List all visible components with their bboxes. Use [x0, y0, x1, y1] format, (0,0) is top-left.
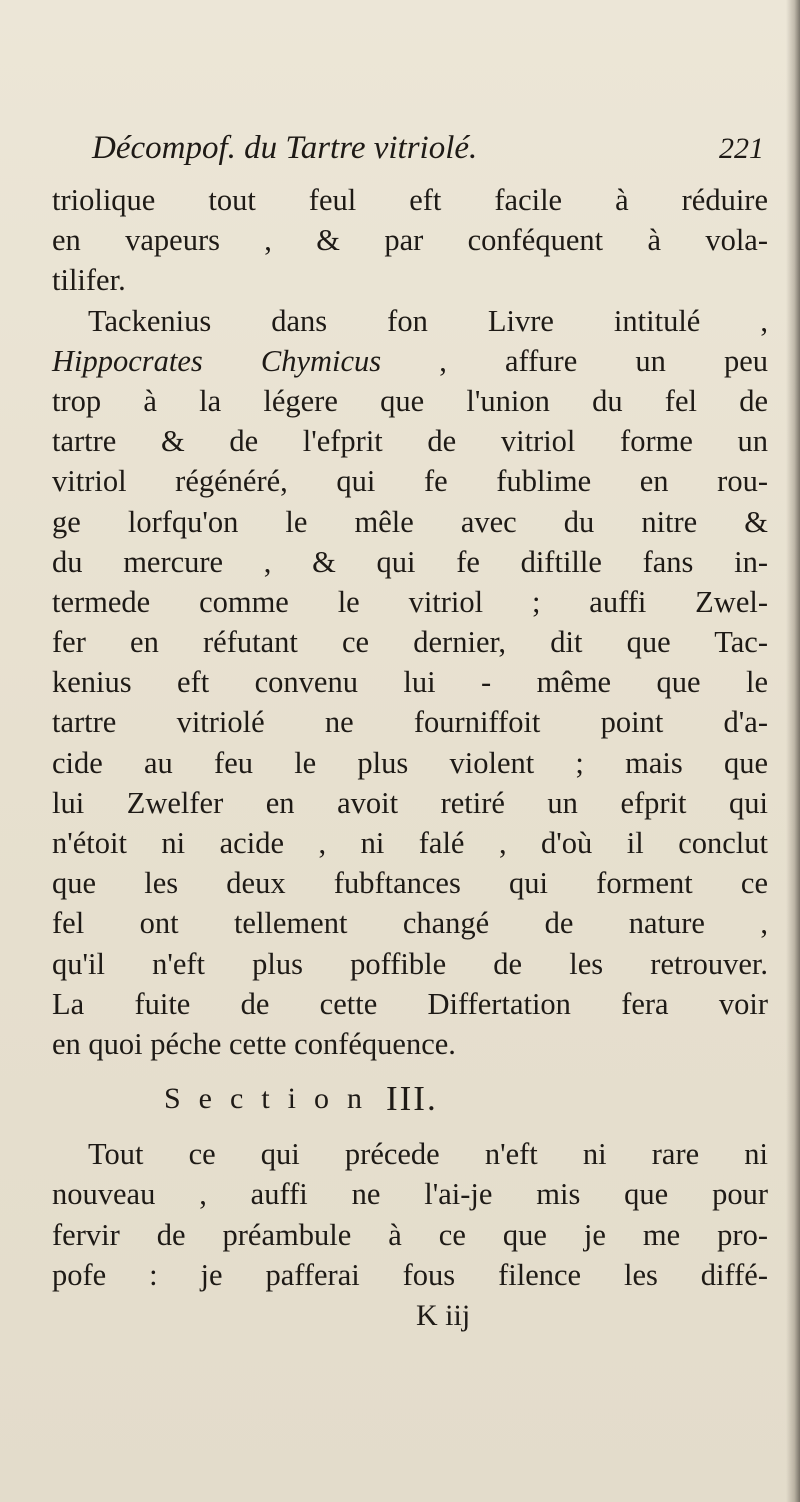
section-word: Section [164, 1082, 380, 1116]
signature-mark: K iij [416, 1298, 471, 1332]
text-line: tilifer. [52, 263, 126, 298]
text-line: qu'il n'eft plus poffible de les retrouver. [52, 946, 768, 981]
text-line: vitriol régénéré, qui fe fublime en rou- [52, 464, 768, 499]
text-line: que les deux fubftances qui forment ce [52, 866, 768, 901]
text-line: fel ont tellement changé de nature , [52, 906, 768, 941]
body-text [52, 180, 768, 1337]
text-line: fervir de préambule à ce que je me pro- [52, 1217, 768, 1252]
text-line: pofe : je pafferai fous filence les diffé- [52, 1257, 768, 1292]
section-number: III. [386, 1079, 438, 1119]
running-title: Décompof. du Tartre vitriolé. [92, 130, 478, 166]
text-line: La fuite de cette Differtation fera voir [52, 986, 768, 1021]
text-line: termede comme le vitriol ; auffi Zwel- [52, 584, 768, 619]
text-line: nouveau , auffi ne l'ai-je mis que pour [52, 1177, 768, 1212]
text-line: ge lorfqu'on le mêle avec du nitre & [52, 504, 768, 539]
text-line: cide au feu le plus violent ; mais que [52, 745, 768, 780]
text-line: du mercure , & qui fe diftille fans in- [52, 544, 768, 579]
text-line: lui Zwelfer en avoit retiré un efprit qui [52, 785, 768, 820]
text-line: tartre vitriolé ne fourniffoit point d'a- [52, 705, 768, 740]
text-line: Hippocrates Chymicus , affure un peu [52, 343, 768, 378]
page-edge-shadow [786, 0, 800, 1502]
text-line: Tout ce qui précede n'eft ni rare ni [88, 1137, 768, 1172]
text-line: fer en réfutant ce dernier, dit que Tac- [52, 625, 768, 660]
text-line: en quoi péche cette conféquence. [52, 1026, 456, 1061]
section-heading [52, 1068, 768, 1130]
text-line: n'étoit ni acide , ni falé , d'où il conclut [52, 826, 768, 860]
text-line: en vapeurs , & par conféquent à vola- [52, 223, 768, 258]
text-line: trop à la légere que l'union du fel de [52, 383, 768, 418]
page-header [92, 130, 764, 176]
text-line: tartre & de l'efprit de vitriol forme un [52, 424, 768, 459]
text-line: triolique tout feul eft facile à réduire [52, 183, 768, 217]
page-number: 221 [719, 132, 764, 165]
text-line: Tackenius dans fon Livre intitulé , [88, 303, 768, 338]
text-line: kenius eft convenu lui - même que le [52, 665, 768, 700]
